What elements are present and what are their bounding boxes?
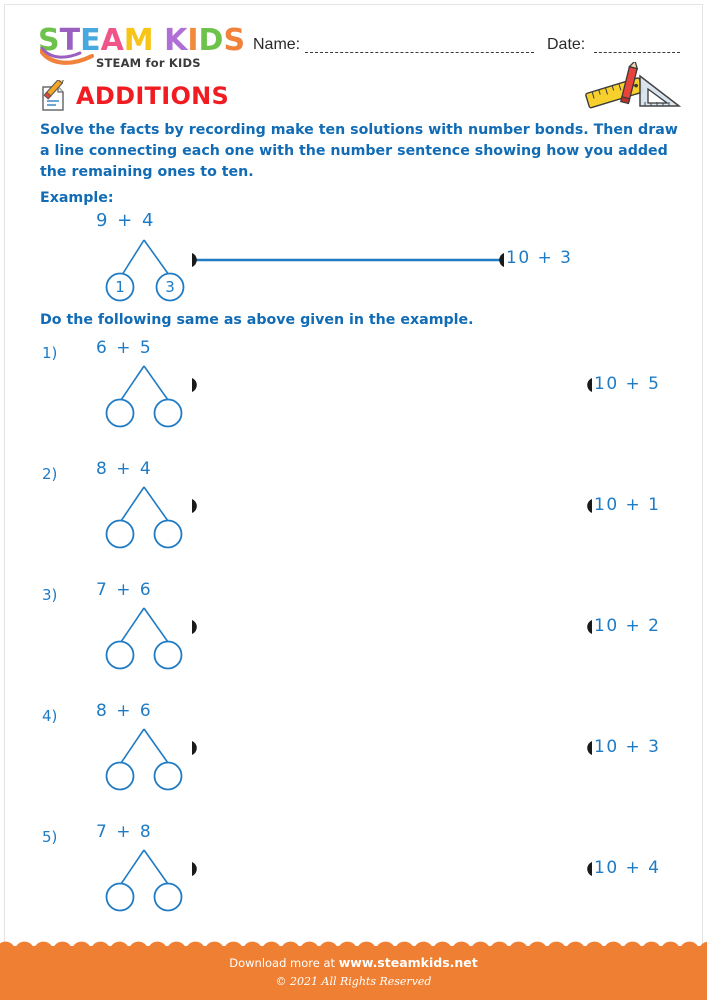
date-input-line[interactable]: [594, 52, 680, 53]
date-label: Date:: [547, 36, 586, 53]
footer-download-text: [0, 955, 707, 970]
problem-left-marker-4[interactable]: [188, 737, 204, 759]
ruler-pencil-triangle-icon: [580, 62, 684, 116]
problem-index-5: 5): [42, 828, 58, 846]
logo-tagline: STEAM for KIDS: [96, 56, 201, 70]
example-right-part: 3: [165, 278, 175, 296]
problem-answer-3: 10 + 2: [594, 616, 661, 636]
page-header: [0, 0, 707, 72]
instructions-text: Solve the facts by recording make ten solutions with number bonds. Then draw a line connecting each one with the number sentence showing how you added the remaining ones to ten.: [40, 122, 678, 180]
problem-index-2: 2): [42, 465, 58, 483]
problem-equation-5: 7 + 8: [96, 822, 153, 842]
example-connector-line: [188, 248, 508, 272]
footer-download-prefix: Download more at: [229, 956, 339, 970]
do-following-label: Do the following same as above given in the example.: [40, 312, 474, 328]
example-answer: 10 + 3: [506, 248, 573, 268]
problem-answer-5: 10 + 4: [594, 858, 661, 878]
problem-equation-3: 7 + 6: [96, 580, 153, 600]
name-input-line[interactable]: [305, 52, 534, 53]
problem-left-marker-1[interactable]: [188, 374, 204, 396]
logo-letter-0: S: [38, 23, 60, 58]
logo-letter-9: S: [223, 23, 246, 58]
logo-letter-3: A: [100, 23, 124, 58]
problem-answer-4: 10 + 3: [594, 737, 661, 757]
name-label: Name:: [253, 36, 301, 53]
page-title: ADDITIONS: [76, 82, 230, 110]
footer-copyright: © 2021 All Rights Reserved: [275, 975, 432, 988]
problem-left-marker-2[interactable]: [188, 495, 204, 517]
problem-index-1: 1): [42, 344, 58, 362]
notepad-pencil-icon: [36, 80, 70, 114]
page-footer: [0, 937, 707, 1000]
problem-index-3: 3): [42, 586, 58, 604]
problem-left-marker-5[interactable]: [188, 858, 204, 880]
footer-site-link[interactable]: www.steamkids.net: [338, 955, 478, 970]
problem-index-4: 4): [42, 707, 58, 725]
logo-letter-6: K: [164, 23, 188, 58]
logo-letter-2: E: [80, 23, 101, 58]
example-equation: 9 + 4: [96, 210, 156, 231]
problem-left-marker-3[interactable]: [188, 616, 204, 638]
example-left-part: 1: [115, 278, 125, 296]
problem-equation-4: 8 + 6: [96, 701, 153, 721]
problem-equation-2: 8 + 4: [96, 459, 153, 479]
footer-scallop-edge: [0, 937, 707, 951]
logo-letter-4: M: [123, 23, 154, 58]
logo-letter-7: I: [187, 23, 199, 58]
logo-letter-5: [154, 26, 164, 56]
logo-letter-1: T: [59, 23, 81, 58]
problem-answer-2: 10 + 1: [594, 495, 661, 515]
logo-swoosh-icon: [40, 47, 94, 67]
problem-equation-1: 6 + 5: [96, 338, 153, 358]
logo-letter-8: D: [198, 23, 224, 58]
example-label: Example:: [40, 190, 114, 206]
problem-answer-1: 10 + 5: [594, 374, 661, 394]
steam-kids-logo: [38, 23, 246, 70]
